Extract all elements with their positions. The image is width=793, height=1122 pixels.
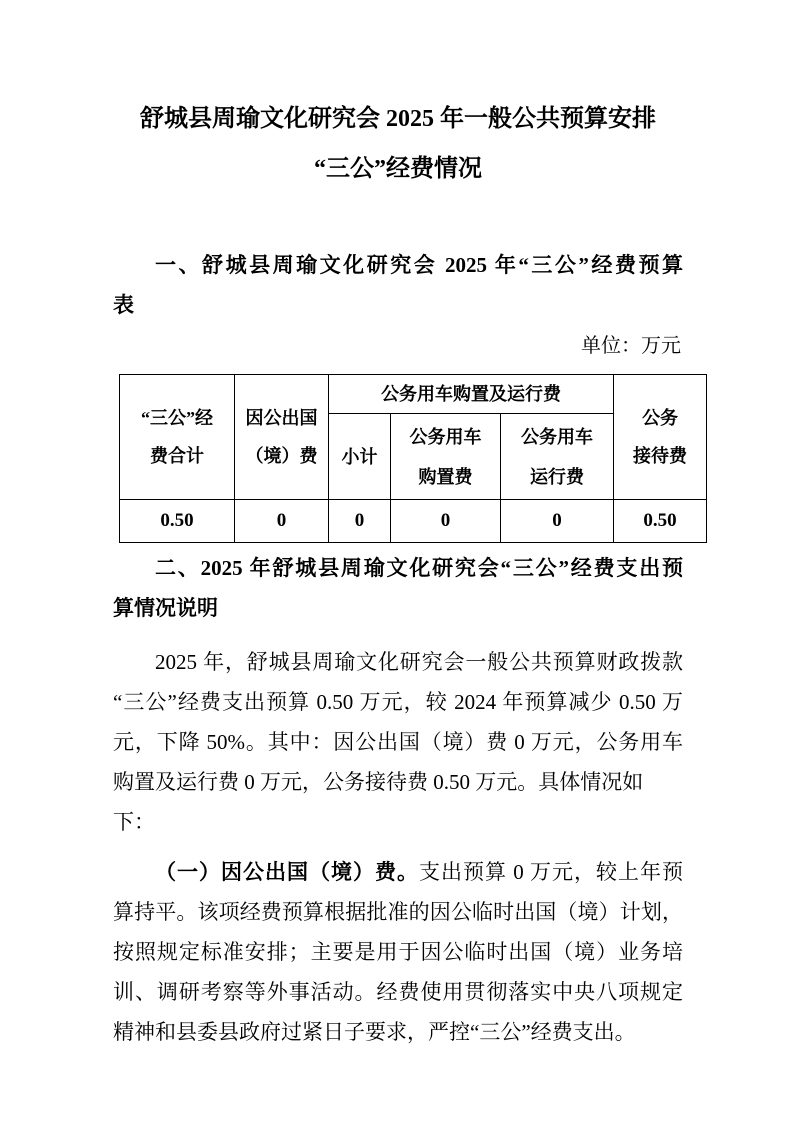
paragraph-1-line-1: 2025 年，舒城县周瑜文化研究会一般公共预算财政拨款 <box>155 650 683 674</box>
paragraph-1-line-2: “三公”经费支出预算 0.50 万元，较 2024 年预算减少 0.50 万 <box>113 690 683 714</box>
value-cell-sangong-total: 0.50 <box>120 500 235 543</box>
section-2-heading-line-2: 算情况说明 <box>113 596 218 620</box>
header-cell-abroad-fee <box>235 375 329 500</box>
table-data-row <box>120 500 707 543</box>
header-cell-vehicle-purchase-line-1: 公务用车 <box>409 426 482 447</box>
section-2-heading-line-1: 二、2025 年舒城县周瑜文化研究会“三公”经费支出预 <box>155 556 683 580</box>
value-cell-abroad-fee: 0 <box>235 500 329 543</box>
paragraph-2-bold-lead: （一）因公出国（境）费。 <box>155 860 419 884</box>
value-cell-reception-fee: 0.50 <box>614 500 707 543</box>
header-cell-reception-fee-line-1: 公务 <box>642 408 679 428</box>
document-title-line-1: 舒城县周瑜文化研究会 2025 年一般公共预算安排 <box>140 106 656 132</box>
header-cell-sangong-total-line-1: “三公”经 <box>141 408 213 428</box>
header-cell-vehicle-operation-line-1: 公务用车 <box>521 426 593 447</box>
header-cell-abroad-fee-line-2: （境）费 <box>245 446 318 466</box>
header-cell-abroad-fee-line-1: 因公出国 <box>245 408 318 428</box>
paragraph-2-line-4: 训、调研考察等外事活动。经费使用贯彻落实中央八项规定 <box>113 980 683 1004</box>
header-cell-sangong-total-line-2: 费合计 <box>150 446 204 466</box>
value-cell-vehicle-operation: 0 <box>501 500 614 543</box>
section-1-heading-line-2: 表 <box>113 293 134 317</box>
section-1-heading-line-1: 一、舒城县周瑜文化研究会 2025 年“三公”经费预算 <box>155 253 683 277</box>
unit-label: 单位：万元 <box>581 335 681 357</box>
header-cell-vehicle-purchase <box>391 414 501 500</box>
section-2-heading <box>113 548 683 628</box>
paragraph-2-line-5: 精神和县委县政府过紧日子要求，严控“三公”经费支出。 <box>113 1020 636 1044</box>
paragraph-1-line-4: 购置及运行费 0 万元，公务接待费 0.50 万元。具体情况如下： <box>113 770 644 834</box>
value-cell-vehicle-purchase: 0 <box>391 500 501 543</box>
paragraph-1-line-3: 元，下降 50%。其中：因公出国（境）费 0 万元，公务用车 <box>113 730 683 754</box>
paragraph-2-line-2: 算持平。该项经费预算根据批准的因公临时出国（境）计划， <box>113 900 683 924</box>
header-cell-sangong-total <box>120 375 235 500</box>
header-cell-vehicle-operation <box>501 414 614 500</box>
header-cell-vehicle-group: 公务用车购置及运行费 <box>329 375 614 414</box>
header-cell-vehicle-operation-line-2: 运行费 <box>530 466 584 487</box>
document-title-line-2: “三公”经费情况 <box>314 156 482 182</box>
table-header-row-1 <box>120 375 707 414</box>
header-cell-subtotal: 小计 <box>329 414 391 500</box>
budget-table <box>119 374 707 543</box>
paragraph-2-line-1 <box>113 852 683 892</box>
header-cell-vehicle-purchase-line-2: 购置费 <box>418 466 473 487</box>
value-cell-subtotal: 0 <box>329 500 391 543</box>
document-title <box>113 94 683 194</box>
header-cell-reception-fee <box>614 375 707 500</box>
paragraph-2 <box>113 852 683 1052</box>
paragraph-1 <box>113 642 683 842</box>
section-1-heading <box>113 245 683 325</box>
paragraph-2-line-3: 按照规定标准安排；主要是用于因公临时出国（境）业务培 <box>113 940 683 964</box>
paragraph-2-line-1-rest: 支出预算 0 万元，较上年预 <box>419 860 683 884</box>
header-cell-reception-fee-line-2: 接待费 <box>633 446 688 466</box>
